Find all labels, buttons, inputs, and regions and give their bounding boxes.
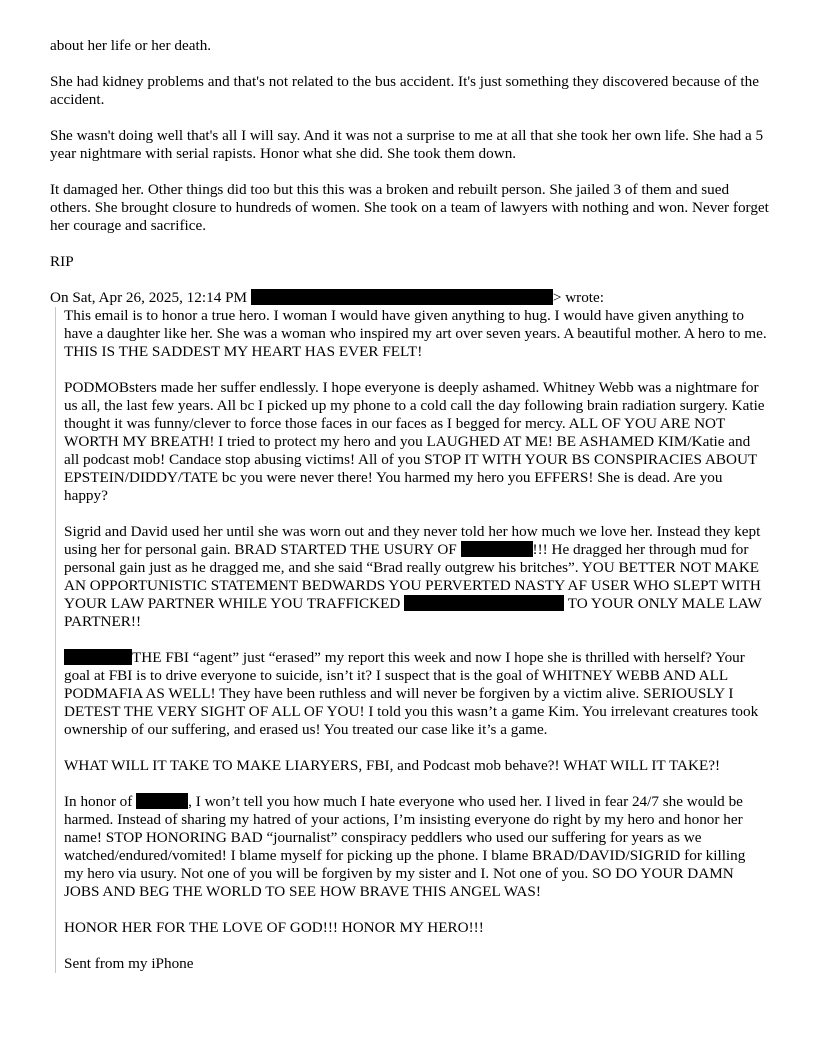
redacted-name-2 — [404, 595, 564, 611]
quote-header-date: On Sat, Apr 26, 2025, 12:14 PM — [50, 289, 248, 306]
redacted-sender-address — [251, 289, 553, 305]
email-body — [50, 37, 772, 973]
quoted-message — [55, 307, 768, 973]
quoted-paragraph-3 — [64, 523, 768, 631]
redacted-name-3 — [64, 649, 132, 665]
quoted-paragraph-4-text: THE FBI “agent” just “erased” my report this week and now I hope she is thrilled with herself? Your goal at FBI is to drive everyone to suicide, isn’t it? I suspect that is the goal of WHITNEY WEBB AND ALL PODMAFIA AS WELL! They have been ruthless and will never be forgiven by a victim alive. SERIOUSLY I DETEST THE VERY SIGHT OF ALL OF YOU! I told you this wasn’t a game Kim. You irrelevant creatures took ownership of our suffering, and erased us! You treated our case like it’s a game. — [64, 649, 759, 738]
quoted-paragraph-6 — [64, 793, 768, 901]
quoted-paragraph-4 — [64, 649, 768, 739]
quoted-paragraph-3-part-a: Sigrid and David used her until she was worn out and they never told her how much we love her. Instead they kept using her for personal gain. BRAD STARTED THE USURY OF — [64, 523, 761, 558]
quote-header — [50, 289, 772, 307]
quoted-paragraph-6-part-a: In honor of — [64, 793, 133, 810]
reply-paragraph-1: about her life or her death. — [50, 37, 212, 54]
reply-signoff: RIP — [50, 253, 74, 270]
quoted-paragraph-2: PODMOBsters made her suffer endlessly. I hope everyone is deeply ashamed. Whitney Webb was a nightmare for us all, the last few years. All bc I picked up my phone to a cold call the day following brain radiation surgery. Katie thought it was funny/clever to force those faces in our faces as I begged for mercy. ALL OF YOU ARE NOT WORTH MY BREATH! I tried to protect my hero and you LAUGHED AT ME! BE ASHAMED KIM/Katie and all podcast mob! Candace stop abusing victims! All of you STOP IT WITH YOUR BS CONSPIRACIES ABOUT EPSTEIN/DIDDY/TATE bc you were never there! You harmed my hero you EFFERS! She is dead. Are you happy? — [64, 379, 765, 504]
reply-paragraph-4: It damaged her. Other things did too but this this was a broken and rebuilt person. She jailed 3 of them and sued others. She brought closure to hundreds of women. She took on a team of lawyers with nothing and won. Never forget her courage and sacrifice. — [50, 181, 769, 234]
quoted-paragraph-1: This email is to honor a true hero. I woman I would have given anything to hug. I would have given anything to have a daughter like her. She was a woman who inspired my art over seven years. A beautiful mother. A hero to me. THIS IS THE SADDEST MY HEART HAS EVER FELT! — [64, 307, 767, 360]
quote-header-suffix: > wrote: — [552, 289, 604, 306]
quoted-paragraph-3-part-b: !!! He dragged her through mud for personal gain just as he dragged me, and she said “Brad really outgrew his britches”. YOU BETTER NOT MAKE AN OPPORTUNISTIC STATEMENT BEDWARDS YOU PERVERTED NASTY AF USER WHO SLEPT WITH YOUR LAW PARTNER WHILE YOU TRAFFICKED — [64, 541, 761, 612]
quoted-paragraph-6-part-b: , I won’t tell you how much I hate everyone who used her. I lived in fear 24/7 she would be harmed. Instead of sharing my hatred of your actions, I’m insisting everyone do right by my hero and honor her name! STOP HONORING BAD “journalist” conspiracy peddlers who used our suffering for years as we watched/endured/vomited! I blame myself for picking up the phone. I blame BRAD/DAVID/SIGRID for killing my hero via usury. Not one of you will be forgiven by my sister and I. Not one of you. SO DO YOUR DAMN JOBS AND BEG THE WORLD TO SEE HOW BRAVE THIS ANGEL WAS! — [64, 793, 746, 900]
quoted-paragraph-3-part-c: TO YOUR ONLY MALE LAW PARTNER!! — [64, 595, 762, 630]
reply-paragraph-2: She had kidney problems and that's not related to the bus accident. It's just something they discovered because of the accident. — [50, 73, 759, 108]
quoted-paragraph-7: HONOR HER FOR THE LOVE OF GOD!!! HONOR MY HERO!!! — [64, 919, 484, 936]
quoted-signature: Sent from my iPhone — [64, 955, 194, 972]
redacted-name-1 — [461, 541, 533, 557]
reply-paragraph-3: She wasn't doing well that's all I will say. And it was not a surprise to me at all that she took her own life. She had a 5 year nightmare with serial rapists. Honor what she did. She took them down. — [50, 127, 764, 162]
redacted-name-4 — [136, 793, 188, 809]
quoted-paragraph-5: WHAT WILL IT TAKE TO MAKE LIARYERS, FBI, and Podcast mob behave?! WHAT WILL IT TAKE?! — [64, 757, 721, 774]
